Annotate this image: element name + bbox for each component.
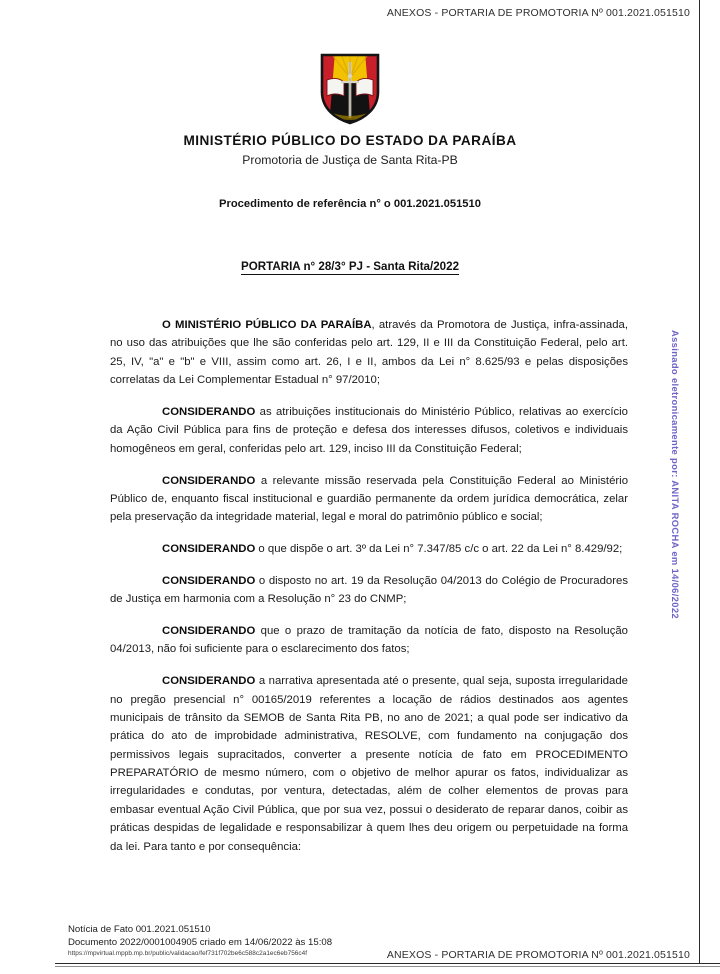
document-body [110,316,628,869]
footer-document-line: Documento 2022/0001004905 criado em 14/06/2022 às 15:08 [68,936,333,948]
paragraph-lead: CONSIDERANDO [162,675,256,688]
paragraph [110,403,628,458]
institution-subtitle: Promotoria de Justiça de Santa Rita-PB [242,152,458,167]
paragraph-lead: O MINISTÉRIO PÚBLICO DA PARAÍBA [162,319,372,331]
paragraph-lead: CONSIDERANDO [162,574,256,587]
paragraph [110,316,628,390]
portaria-title [0,260,700,273]
paragraph [110,672,628,856]
page-border-bottom [55,963,720,964]
paragraph [110,572,628,609]
paragraph-text: que o prazo de tramitação da notícia de fato, disposto na Resolução 04/2013, não foi suficiente para o esclarecimento dos fatos; [110,624,628,656]
institution-heading [0,133,700,168]
paragraph-lead: CONSIDERANDO [162,474,256,487]
page-border-bottom-secondary [55,966,720,967]
paragraph-text: a relevante missão reservada pela Constituição Federal ao Ministério Público de, enquanto fiscal institucional e guardião permanente da ordem jurídica democrática, zelar pela preservação da integridade material, legal e moral do patrimônio público e social; [110,474,628,524]
paragraph [110,540,628,558]
paragraph-text: o disposto no art. 19 da Resolução 04/2013 do Colégio de Procuradores de Justiça em harmonia com a Resolução n° 23 do CNMP; [110,574,628,605]
paragraph-text: , através da Promotora de Justiça, infra-assinada, no uso das atribuições que lhe são conferidas pelo art. 129, II e III da Constituição Federal, pelo art. 25, IV, "a" e "b" e VIII, assim como art. 26, I e II, ambos da Lei n° 8.625/93 e pelas disposições correlatas da Lei Complementar Estadual n° 97/2010; [110,319,628,387]
header-stamp: ANEXOS - PORTARIA DE PROMOTORIA Nº 001.2021.051510 [386,7,690,19]
crest-container [0,52,700,126]
footer-validation-url[interactable]: https://mpvirtual.mppb.mp.br/public/validacao/fef731f702be6c588c2a1ec6eb756c4f [68,950,308,958]
institution-title: MINISTÉRIO PÚBLICO DO ESTADO DA PARAÍBA [183,133,517,148]
paragraph-text: a narrativa apresentada até o presente, qual seja, suposta irregularidade no pregão presencial n° 00165/2019 referentes a locação de rádios destinados aos agentes municipais de trânsito da SEMOB de Santa Rita PB, no ano de 2021; a qual pode ser indicativo da prática do ato de improbidade administrativa, RESOLVE, com fundamento na conjugação dos permissivos legais supracitados, converter a presente notícia de fato em PROCEDIMENTO PREPARATÓRIO de mesmo número, com o objetivo de melhor apurar os fatos, individualizar as irregularidades e condutas, por ventura, detectadas, além de colher elementos de provas para embasar eventual Ação Civil Pública, que por sua vez, possui o desiderato de reparar danos, coibir as práticas despidas de legalidade e responsabilizar à quem lhes deu origem ou perpetuidade na forma da lei. Para tanto e por consequência: [110,675,628,853]
paragraph [110,472,628,527]
footer-stamp: ANEXOS - PORTARIA DE PROMOTORIA Nº 001.2021.051510 [386,949,690,961]
paragraph-lead: CONSIDERANDO [162,543,256,556]
paragraph-lead: CONSIDERANDO [162,406,256,418]
procedure-reference: Procedimento de referência n° o 001.2021.051510 [219,198,481,210]
paragraph-text: o que dispõe o art. 3º da Lei n° 7.347/85 c/c o art. 22 da Lei n° 8.429/92; [255,543,623,556]
portaria-title-text: PORTARIA n° 28/3° PJ - Santa Rita/2022 [240,260,460,273]
electronic-signature-stamp: Assinado eletronicamente por: ANITA ROCHA em 14/06/2022 [670,330,681,619]
paragraph-text: as atribuições institucionais do Ministério Público, relativas ao exercício da Ação Civil Pública para fins de proteção e defesa dos interesses difusos, coletivos e individuais homogêneos em geral, conferidas pelo art. 129, inciso III da Constituição Federal; [110,406,628,455]
paragraph [110,622,628,659]
footer-notice-line: Notícia de Fato 001.2021.051510 [68,924,211,935]
paragraph-lead: CONSIDERANDO [162,624,256,637]
brasao-icon [319,52,381,126]
